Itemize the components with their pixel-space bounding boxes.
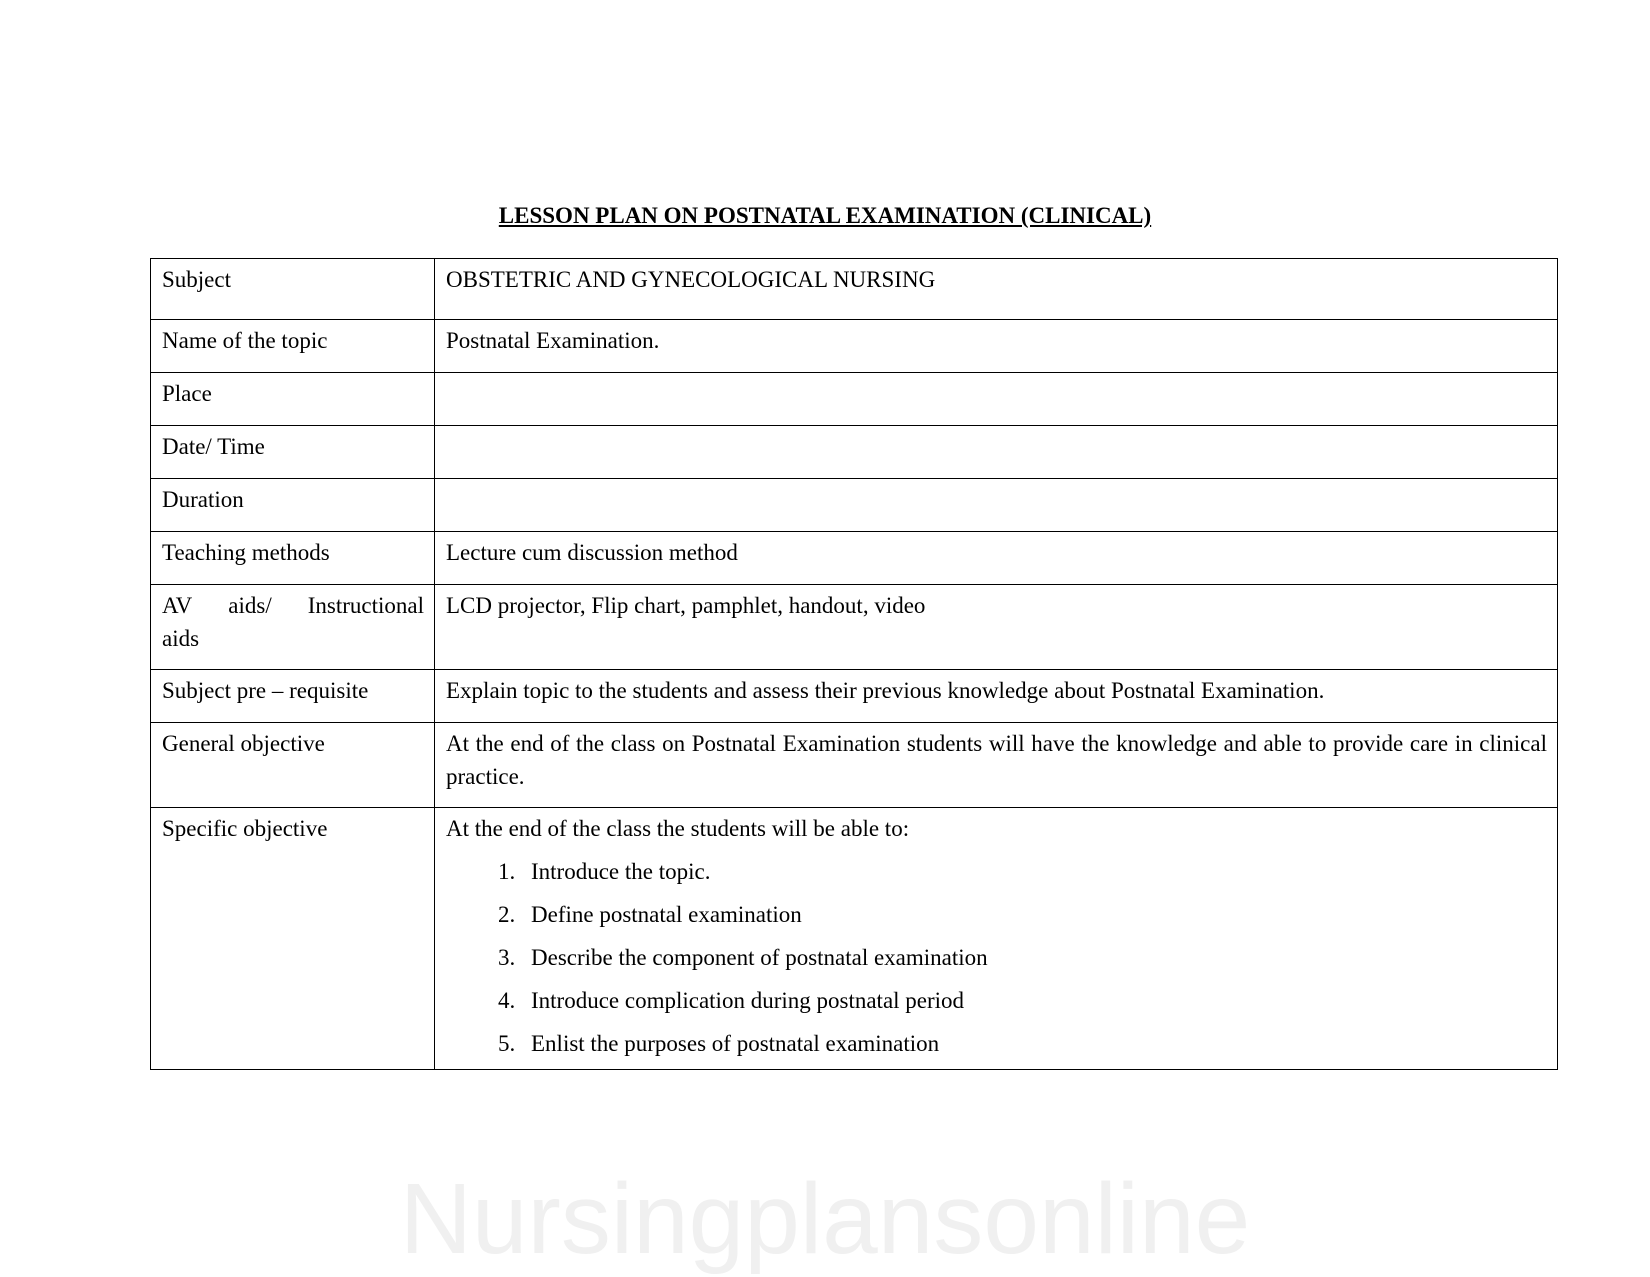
row-value: At the end of the class on Postnatal Examination students will have the knowledge and able to provide care in clinical practice. [435,723,1558,808]
table-row-topic [151,320,1558,373]
label-word: aids/ [228,593,272,618]
label-word: Instructional [307,593,424,618]
row-value [435,808,1558,1070]
row-label: Duration [151,479,435,532]
list-item: 4. Introduce complication during postnatal period [521,984,1547,1017]
row-label: Place [151,373,435,426]
row-label: Specific objective [151,808,435,1070]
list-item: 3. Describe the component of postnatal examination [521,941,1547,974]
objectives-list [446,855,1547,1060]
row-value [435,373,1558,426]
table-row-date-time [151,426,1558,479]
table-row-duration [151,479,1558,532]
document-title: LESSON PLAN ON POSTNATAL EXAMINATION (CLINICAL) [498,203,1152,228]
row-label: Name of the topic [151,320,435,373]
row-label: Subject pre – requisite [151,670,435,723]
row-value: Explain topic to the students and assess their previous knowledge about Postnatal Examination. [435,670,1558,723]
table-row-prerequisite [151,670,1558,723]
table-row-subject [151,259,1558,320]
row-label: Date/ Time [151,426,435,479]
row-value: Lecture cum discussion method [435,532,1558,585]
lesson-plan-table [150,258,1558,1070]
row-label [151,585,435,670]
list-item: 1. Introduce the topic. [521,855,1547,888]
table-row-general-objective [151,723,1558,808]
table-row-teaching-methods [151,532,1558,585]
label-word: AV [162,593,193,618]
av-label-line1 [162,589,424,622]
av-label-line2: aids [162,626,200,651]
row-label: General objective [151,723,435,808]
row-label: Teaching methods [151,532,435,585]
table-row-place [151,373,1558,426]
table-row-specific-objective [151,808,1558,1070]
row-value: Postnatal Examination. [435,320,1558,373]
objective-intro: At the end of the class the students will be able to: [446,816,910,841]
watermark: Nursingplansonline [399,1163,1251,1275]
row-value: OBSTETRIC AND GYNECOLOGICAL NURSING [435,259,1558,320]
row-value: LCD projector, Flip chart, pamphlet, handout, video [435,585,1558,670]
table-row-av-aids [151,585,1558,670]
list-item: 5. Enlist the purposes of postnatal examination [521,1027,1547,1060]
row-value [435,479,1558,532]
list-item: 2. Define postnatal examination [521,898,1547,931]
row-value [435,426,1558,479]
row-label: Subject [151,259,435,320]
